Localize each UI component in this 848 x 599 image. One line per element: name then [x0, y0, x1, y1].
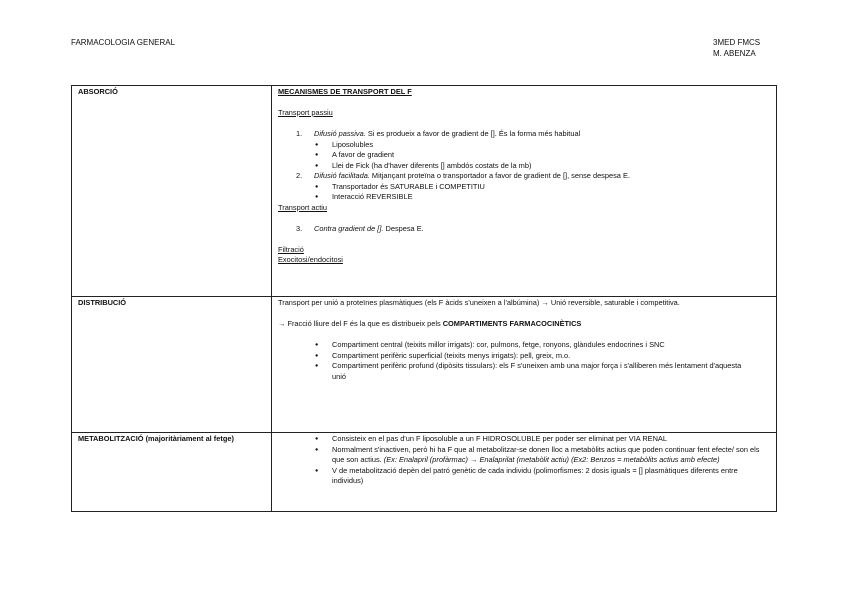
active-transport-heading: Transport actiu — [278, 202, 328, 212]
section-title: MECANISMES DE TRANSPORT DEL F — [278, 87, 412, 96]
distribucio-fraccio-lliure: → Fracció lliure del F és la que es distribueix pels COMPARTIMENTS FARMACOCINÈTICS — [278, 319, 582, 328]
row-absorcio — [72, 86, 777, 297]
list-item-difusio-passiva: 1. Difusió passiva. Si es produeix a favor de gradient de []. És la forma més habitual — [296, 129, 581, 138]
list-item-difusio-facilitada: 2. Difusió facilitada. Mitjançant proteïna o transportador a favor de gradient de [], sense despesa E. — [296, 171, 630, 180]
author-name: M. ABENZA — [713, 49, 756, 58]
content-metabolitzacio — [272, 433, 777, 512]
bullet-list-difusio-facilitada — [278, 182, 771, 203]
list-item: ● Consisteix en el pas d'un F liposoluble a un F HIDROSOLUBLE per poder ser eliminat per VIA RENAL — [278, 434, 771, 445]
list-item: ● Liposolubles — [278, 140, 771, 151]
document-header-author — [713, 37, 760, 59]
pharmacology-table — [71, 85, 777, 512]
label-absorcio: ABSORCIÓ — [72, 86, 272, 297]
label-metabolitzacio: METABOLITZACIÓ (majoritàriament al fetge) — [72, 433, 272, 512]
compartments-list — [278, 340, 756, 382]
metabolitzacio-list — [278, 434, 771, 487]
content-distribucio — [272, 297, 777, 433]
content-absorcio — [272, 86, 777, 297]
bullet-list-difusio-passiva — [278, 140, 771, 172]
filtracio-heading: Filtració — [278, 244, 304, 254]
label-distribucio: DISTRIBUCIÓ — [72, 297, 272, 433]
list-item: ● Compartiment perifèric superficial (teixits menys irrigats): pell, greix, m.o. — [278, 351, 756, 362]
course-code: 3MED FMCS — [713, 38, 761, 47]
row-metabolitzacio — [72, 433, 777, 512]
list-item: ● Interacció REVERSIBLE — [278, 192, 771, 203]
list-item: ● Compartiment central (teixits millor irrigats): cor, pulmons, fetge, ronyons, glàndules endocrines i SNC — [278, 340, 756, 351]
exocitosi-heading: Exocitosi/endocitosi — [278, 255, 343, 264]
row-distribucio — [72, 297, 777, 433]
list-item: ● A favor de gradient — [278, 150, 771, 161]
list-item: ● Transportador és SATURABLE i COMPETITIU — [278, 182, 771, 193]
list-item: ● V de metabolització depèn del patró genètic de cada individu (polimorfismes: 2 dosis iguals = [] plasmàtiques diferents entre individus) — [278, 466, 771, 487]
passive-transport-heading: Transport passiu — [278, 108, 333, 117]
list-item-contra-gradient: 3. Contra gradient de []. Despesa E. — [296, 223, 424, 233]
list-item: ● Normalment s'inactiven, però hi ha F que al metabolitzar-se donen lloc a metabòlits actius que poden continuar fent efecte/ son els que son actius. (Ex: Enalapril (profàrmac) → Enalaprilat (metabòlit actiu) (Ex2: Benzos = metabòlits actius amb efecte) — [278, 445, 771, 466]
list-item: ● Llei de Fick (ha d'haver diferents [] ambdós costats de la mb) — [278, 161, 771, 172]
document-header-title: FARMACOLOGIA GENERAL — [71, 38, 176, 47]
distribucio-intro: Transport per unió a proteïnes plasmàtiques (els F àcids s'uneixen a l'albúmina) → Unió reversible, saturable i competitiva. — [278, 298, 680, 307]
list-item: ● Compartiment perifèric profund (dipòsits tissulars): els F s'uneixen amb una major força i s'alliberen més lentament d'aquesta unió — [278, 361, 756, 382]
